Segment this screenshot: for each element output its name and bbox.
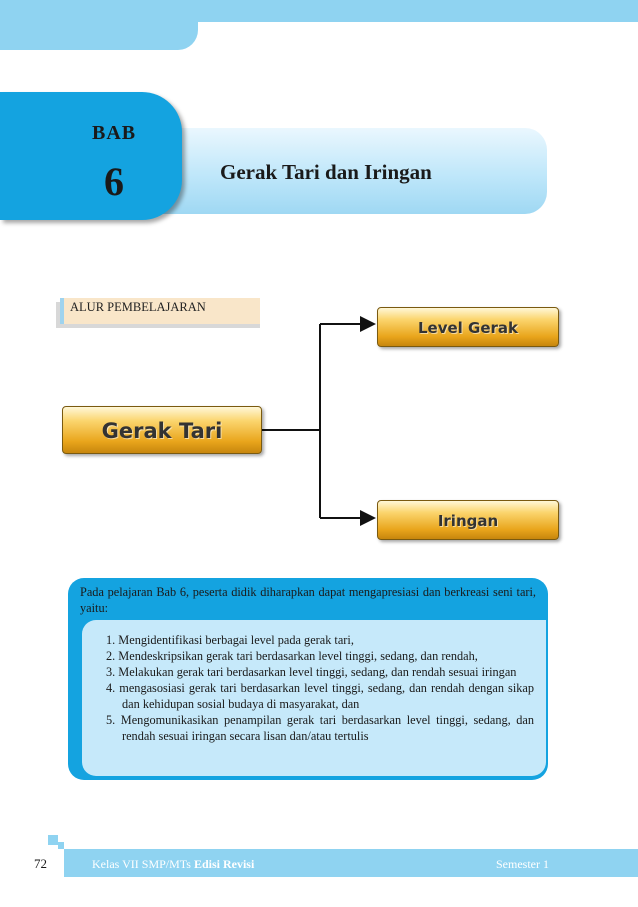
objective-item: 2. Mendeskripsikan gerak tari berdasarkan level tinggi, sedang, dan rendah, [106,649,478,663]
footer-book-edition: Edisi Revisi [193,857,255,871]
objectives-list [106,632,534,744]
flow-node-gerak-tari: Gerak Tari [62,406,262,454]
flow-heading: ALUR PEMBELAJARAN [60,298,260,324]
page-number: 72 [34,856,47,871]
flow-node-level-gerak: Level Gerak [377,307,559,347]
footer-decor-square [64,849,74,877]
objectives-intro: Pada pelajaran Bab 6, peserta didik diharapkan dapat mengapresiasi dan berkreasi seni tari, yaitu: [80,585,536,615]
chapter-number: 6 [104,159,124,204]
objective-item: 5. Mengomunikasikan penampilan gerak tari berdasarkan level tinggi, sedang, dan rendah sesuai iringan secara lisan dan/atau tertulis [106,713,534,743]
footer-page-box [0,849,64,877]
chapter-label: BAB [92,122,137,144]
objective-item: 3. Melakukan gerak tari berdasarkan level tinggi, sedang, dan rendah sesuai iringan [106,665,517,679]
footer-book-title [92,857,254,872]
footer-semester: Semester 1 [496,857,549,871]
objective-item: 1. Mengidentifikasi berbagai level pada gerak tari, [106,633,354,647]
objective-item: 4. mengasosiasi gerak tari berdasarkan level tinggi, sedang, dan rendah dengan sikap dan kehidupan sosial budaya di masyarakat, dan [106,681,534,711]
footer-decor-square [48,835,58,845]
footer-book-prefix: Kelas VII SMP/MTs [92,857,194,871]
footer-decor-square [58,842,64,849]
chapter-title: Gerak Tari dan Iringan [220,160,432,184]
flow-node-iringan: Iringan [377,500,559,540]
